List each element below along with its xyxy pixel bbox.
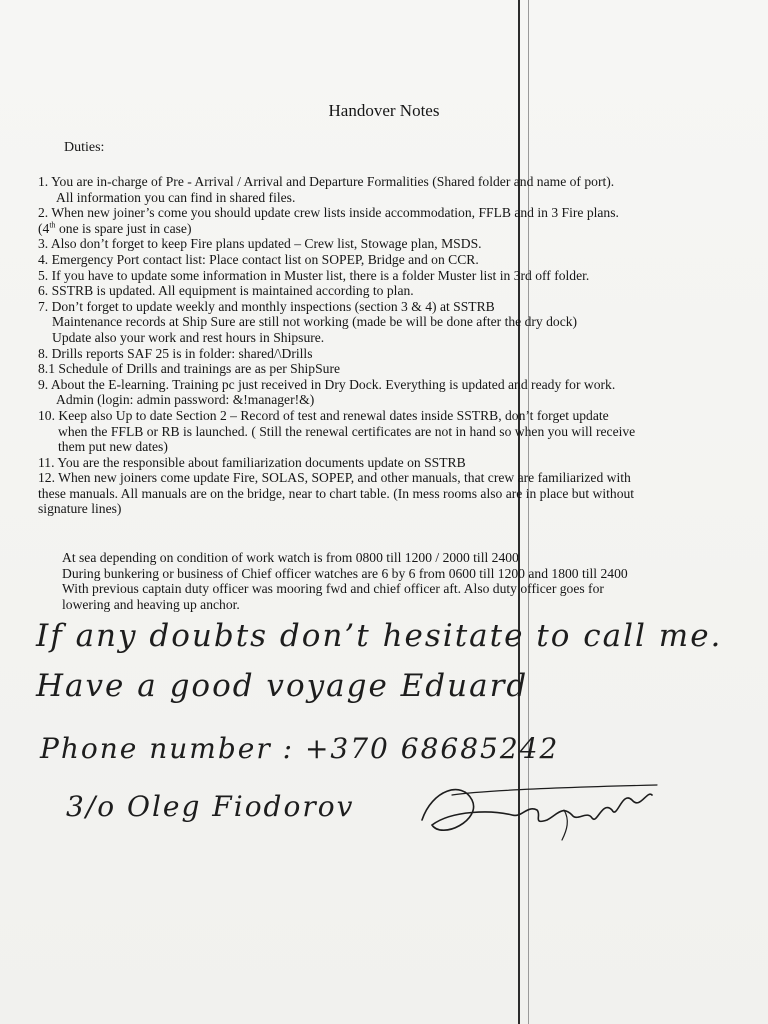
document-title: Handover Notes xyxy=(328,101,440,120)
list-item: 3. Also don’t forget to keep Fire plans updated – Crew list, Stowage plan, MSDS. xyxy=(38,236,482,252)
duties-heading: Duties: xyxy=(64,140,105,155)
list-item: All information you can find in shared files. xyxy=(56,189,296,205)
watch-notes xyxy=(62,550,628,612)
list-item: 8. Drills reports SAF 25 is in folder: shared/\Drills xyxy=(38,345,313,361)
list-item: 2. When new joiner’s come you should update crew lists inside accommodation, FFLB and in 3 Fire plans. xyxy=(38,205,619,221)
list-item: 11. You are the responsible about familiarization documents update on SSTRB xyxy=(38,454,466,470)
list-item-text: one is spare just in case) xyxy=(58,220,192,236)
watch-line: lowering and heaving up anchor. xyxy=(62,596,240,612)
superscript: th xyxy=(49,220,56,230)
watch-line: At sea depending on condition of work watch is from 0800 till 1200 / 2000 till 2400 xyxy=(62,550,519,565)
list-item-prefix: (4 xyxy=(38,220,50,236)
list-item: 9. About the E-learning. Training pc just received in Dry Dock. Everything is updated and ready for work. xyxy=(38,376,616,392)
duties-list xyxy=(38,174,728,517)
watch-line: During bunkering or business of Chief officer watches are 6 by 6 from 0600 till 1200 and 1800 till 2400 xyxy=(62,565,628,581)
handwritten-name: 3/o Oleg Fiodorov xyxy=(66,790,355,823)
list-item: 12. When new joiners come update Fire, SOLAS, SOPEP, and other manuals, that crew are familiarized with xyxy=(38,470,631,486)
list-item: these manuals. All manuals are on the bridge, near to chart table. (In mess rooms also are in place but without xyxy=(38,485,635,501)
signature-image xyxy=(412,770,662,850)
list-item: them put new dates) xyxy=(58,439,168,455)
list-item: Maintenance records at Ship Sure are still not working (made be will be done after the dry dock) xyxy=(52,314,578,330)
list-item: 10. Keep also Up to date Section 2 – Record of test and renewal dates inside SSTRB, don’t forget update xyxy=(38,407,609,423)
handwritten-note-voyage: Have a good voyage Eduard xyxy=(36,668,529,704)
list-item: 7. Don’t forget to update weekly and monthly inspections (section 3 & 4) at SSTRB xyxy=(38,298,495,314)
watch-line: With previous captain duty officer was mooring fwd and chief officer aft. Also duty officer goes for xyxy=(62,581,604,597)
list-item: Update also your work and rest hours in Shipsure. xyxy=(52,329,325,345)
list-item: 4. Emergency Port contact list: Place contact list on SOPEP, Bridge and on CCR. xyxy=(38,251,479,267)
list-item: 8.1 Schedule of Drills and trainings are as per ShipSure xyxy=(38,361,341,377)
list-item: when the FFLB or RB is launched. ( Still the renewal certificates are not in hand so when you will receive xyxy=(58,423,636,439)
handwritten-note-doubts: If any doubts don’t hesitate to call me. xyxy=(36,618,723,654)
handwritten-phone-number: Phone number : +370 68685242 xyxy=(40,732,560,765)
list-item: 6. SSTRB is updated. All equipment is maintained according to plan. xyxy=(38,283,414,299)
list-item xyxy=(38,221,728,237)
list-item: signature lines) xyxy=(38,501,122,517)
list-item: 1. You are in-charge of Pre - Arrival / Arrival and Departure Formalities (Shared folder and name of port). xyxy=(38,174,615,189)
list-item: Admin (login: admin password: &!manager!&) xyxy=(56,392,315,408)
list-item: 5. If you have to update some information in Muster list, there is a folder Muster list in 3rd off folder. xyxy=(38,267,590,283)
